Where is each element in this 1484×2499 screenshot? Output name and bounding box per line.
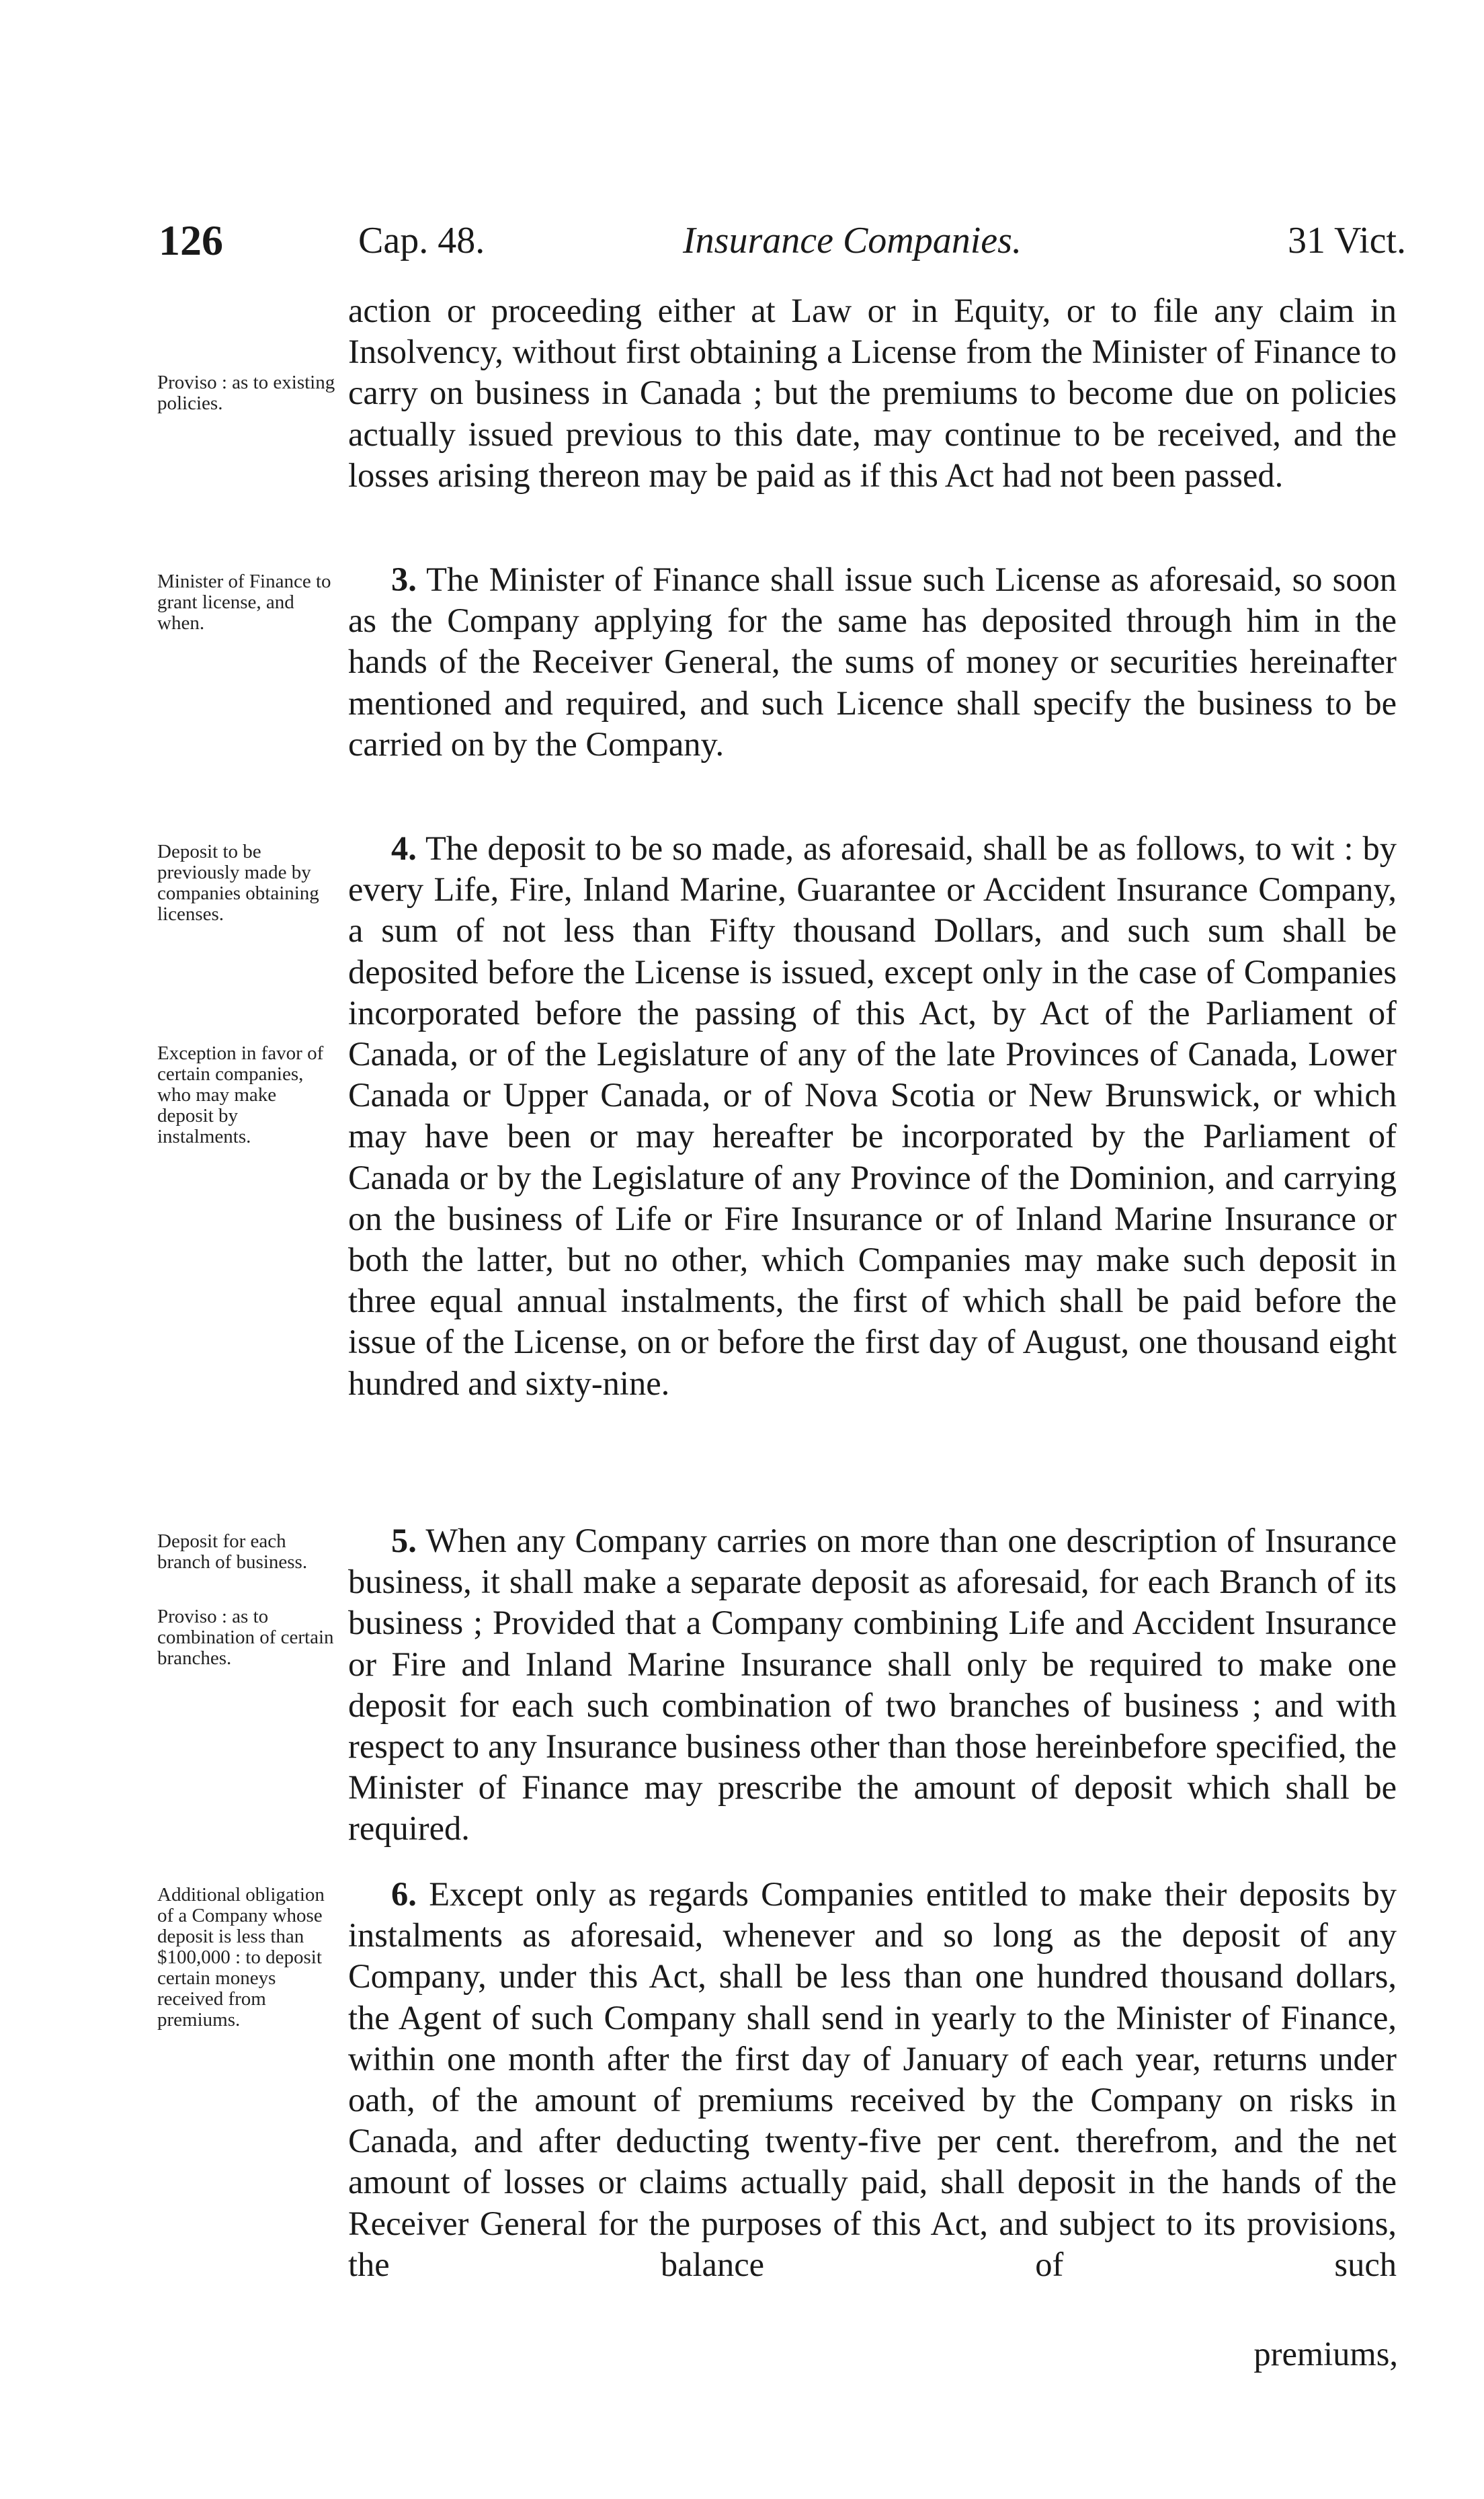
section-number: 4. xyxy=(391,829,417,867)
section-5-text: 5. When any Company carries on more than one description of Insurance business, it shall make a separate deposit as aforesaid, for each Branch of its business ; Provided that a Company combining Life and Accident Insurance or Fire and Inland Marine Insurance shall only be required to make one deposit for each such combination of two branches of business ; and with respect to any Insurance business other than those hereinbefore specified, the Minister of Finance may prescribe the amount of deposit which shall be required. xyxy=(348,1522,1397,1848)
margin-note: Proviso : as to combination of certain branches. xyxy=(157,1606,334,1669)
margin-note: Additional obligation of a Company whose deposit is less than $100,000 : to deposit certain moneys received from premiums. xyxy=(157,1884,325,2031)
chapter-label: Cap. 48. xyxy=(358,220,485,261)
catchword: premiums, xyxy=(1253,2335,1398,2373)
section-4-text: 4. The deposit to be so made, as aforesaid, shall be as follows, to wit : by every Life, Fire, Inland Marine, Guarantee or Accident Insurance Company, a sum of not less than Fifty thousand Dollars, and such sum shall be deposited before the License is issued, except only in the case of Companies incorporated before the passing of this Act, by Act of the Parliament of Canada, or of the Legislature of any of the late Provinces of Canada, Lower Canada or Upper Canada, or of Nova Scotia or New Brunswick, or which may have been or may hereafter be incorporated by the Parliament of Canada or by the Legislature of any Province of the Dominion, and carrying on the business of Life or Fire Insurance or of Inland Marine Insurance or both the latter, but no other, which Companies may make such deposit in three equal annual instalments, the first of which shall be paid before the issue of the License, on or before the first day of August, one thousand eight hundred and sixty-nine. xyxy=(348,829,1397,1402)
section-3-text: 3. The Minister of Finance shall issue such License as aforesaid, so soon as the Company applying for the same has deposited through him in the hands of the Receiver General, the sums of money or securities hereinafter mentioned and required, and such Licence shall specify the business to be carried on by the Company. xyxy=(348,561,1397,763)
margin-note: Exception in favor of certain companies, who may make deposit by instalments. xyxy=(157,1042,324,1147)
running-header xyxy=(0,214,1484,268)
section-number: 5. xyxy=(391,1522,417,1559)
margin-note: Deposit for each branch of business. xyxy=(157,1530,308,1573)
continuation-text: action or proceeding either at Law or in Equity, or to file any claim in Insolvency, without first obtaining a License from the Minister of Finance to carry on business in Canada ; but the premiums to become due on policies actually issued previous to this date, may continue to be received, and the losses arising thereon may be paid as if this Act had not been passed. xyxy=(348,292,1397,494)
page-number: 126 xyxy=(159,216,223,264)
margin-note: Deposit to be previously made by companies obtaining licenses. xyxy=(157,841,319,925)
margin-note: Proviso : as to existing policies. xyxy=(157,372,335,414)
regnal-year: 31 Vict. xyxy=(1288,220,1407,261)
section-6-text: 6. Except only as regards Companies entitled to make their deposits by instalments as aforesaid, whenever and so long as the deposit of any Company, under this Act, shall be less than one hundred thousand dollars, the Agent of such Company shall send in yearly to the Minister of Finance, within one month after the first day of January of each year, returns under oath, of the amount of premiums received by the Company on risks in Canada, and after deducting twenty-five per cent. therefrom, and the net amount of losses or claims actually paid, shall deposit in the hands of the Receiver General for the purposes of this Act, and subject to its provisions, the balance of such xyxy=(348,1875,1397,2283)
section-number: 3. xyxy=(391,561,417,598)
margin-note: Minister of Finance to grant license, and when. xyxy=(157,571,331,634)
section-number: 6. xyxy=(391,1875,417,1913)
running-title: Insurance Companies. xyxy=(683,220,1022,261)
